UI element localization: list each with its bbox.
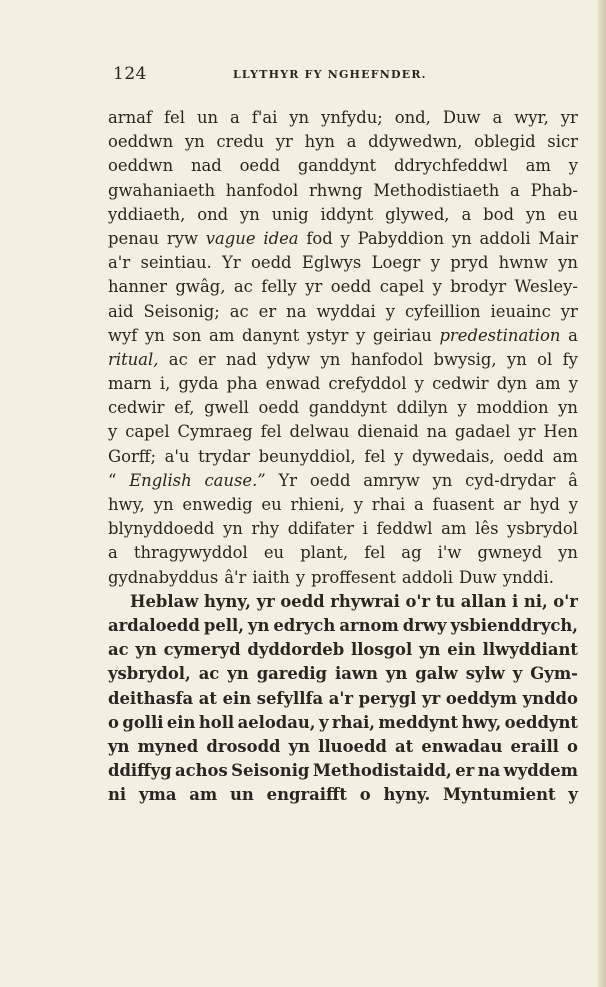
text-line: cedwir ef, gwell oedd ganddynt ddilyn y moddion yn (108, 398, 578, 418)
text-line: yddiaeth, ond yn unig iddynt glywed, a bod yn eu (108, 204, 578, 224)
text-line: o golli ein holl aelodau, y rhai, meddynt hwy, oeddynt (108, 712, 578, 732)
page-edge-shadow (598, 0, 606, 987)
text-line: hanner gwâg, ac felly yr oedd capel y brodyr Wesley- (108, 277, 578, 297)
text-line: gwahaniaeth hanfodol rhwng Methodistiaeth a Phab- (108, 180, 578, 200)
body-text (108, 106, 578, 807)
text-line: blynyddoedd yn rhy ddifater i feddwl am lês ysbrydol (108, 519, 578, 539)
text-line: oeddwn yn credu yr hyn a ddywedwn, oblegid sicr (108, 132, 578, 152)
paragraph-2 (108, 590, 578, 808)
text-line: “ English cause.” Yr oedd amryw yn cyd-drydar â (108, 470, 578, 490)
text-line: penau ryw vague idea fod y Pabyddion yn addoli Mair (108, 228, 578, 248)
text-line: y capel Cymraeg fel delwau dienaid na gadael yr Hen (108, 422, 578, 442)
text-line: a'r seintiau. Yr oedd Eglwys Loegr y pryd hwnw yn (108, 253, 578, 273)
text-line: ardaloedd pell, yn edrych arnom drwy ysbienddrych, (108, 615, 578, 635)
running-title: LLYTHYR FY NGHEFNDER. (233, 68, 427, 81)
text-line: gydnabyddus â'r iaith y proffesent addoli Duw ynddi. (108, 567, 554, 587)
text-line: oeddwn nad oedd ganddynt ddrychfeddwl am y (108, 156, 578, 176)
text-line: ddiffyg achos Seisonig Methodistaidd, er na wyddem (108, 761, 578, 781)
text-line: Gorff; a'u trydar beunyddiol, fel y dywedais, oedd am (108, 446, 578, 466)
text-line: deithasfa at ein sefyllfa a'r perygl yr oeddym ynddo (108, 688, 578, 708)
text-line: marn i, gyda pha enwad crefyddol y cedwir dyn am y (108, 374, 578, 394)
text-line: hwy, yn enwedig eu rhieni, y rhai a fuasent ar hyd y (108, 495, 578, 514)
paragraph-1 (108, 106, 578, 590)
text-line: wyf yn son am danynt ystyr y geiriau predestination a (108, 325, 578, 345)
running-head (113, 64, 513, 88)
text-line: Heblaw hyny, yr oedd rhywrai o'r tu allan i ni, o'r (130, 591, 578, 611)
text-line: ni yma am un engraifft o hyny. Myntumient y (108, 785, 578, 805)
text-line: yn myned drosodd yn lluoedd at enwadau eraill o (108, 736, 578, 756)
text-line: aid Seisonig; ac er na wyddai y cyfeillion ieuainc yr (108, 301, 578, 321)
page-number: 124 (113, 64, 147, 84)
text-line: ritual, ac er nad ydyw yn hanfodol bwysig, yn ol fy (108, 349, 578, 369)
text-line: arnaf fel un a f'ai yn ynfydu; ond, Duw a wyr, yr (108, 108, 578, 127)
text-line: ac yn cymeryd dyddordeb llosgol yn ein llwyddiant (108, 640, 578, 660)
text-line: ysbrydol, ac yn garedig iawn yn galw sylw y Gym- (108, 664, 578, 684)
text-line: a thragywyddol eu plant, fel ag i'w gwneyd yn (108, 543, 578, 563)
